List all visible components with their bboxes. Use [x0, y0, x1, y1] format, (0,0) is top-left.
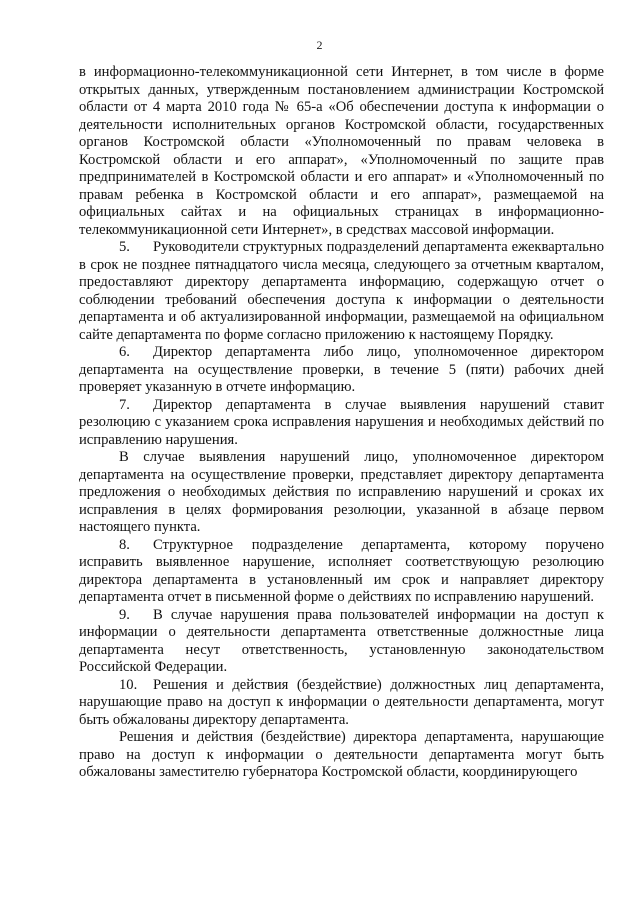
paragraph-text: Директор департамента либо лицо, уполномоченное директором департамента на осуществление проверки, в течение 5 (пяти) рабочих дней проверяет указанную в отчете информацию. — [79, 344, 604, 395]
paragraph-text: Директор департамента в случае выявления нарушений ставит резолюцию с указанием срока исправления нарушения и необходимых действий по исправлению нарушения. — [79, 396, 604, 448]
paragraph-item-7 — [79, 397, 604, 450]
item-number: 9. — [119, 606, 130, 623]
paragraph-item-9 — [79, 607, 604, 677]
paragraph-text: В случае нарушения права пользователей информации на доступ к информации о деятельности департамента ответственные должностные лица департамента несут ответственность, установленную законодательством Российской Федерации. — [79, 606, 604, 675]
paragraph-item-10 — [79, 677, 604, 730]
paragraph-text: в информационно-телекоммуникационной сети Интернет, в том числе в форме открытых данных, утвержденным постановлением администрации Костромской области от 4 марта 2010 года № 65-а «Об обеспечении доступа к информации о деятельности исполнительных органов Костромской области, государственных органов Костромской области «Уполномоченный по правам человека в Костромской области и его аппарат», «Уполномоченный по защите прав предпринимателей в Костромской области и его аппарат» и «Уполномоченный по правам ребенка в Костромской области и его аппарат», размещаемой на официальных сайтах и на официальных страницах в информационно-телекоммуникационной сети Интернет», в средствах массовой информации. — [79, 64, 604, 238]
paragraph-text: Решения и действия (бездействие) директора департамента, нарушающие право на доступ к информации о деятельности департамента могут быть обжалованы заместителю губернатора Костромской области, координирующего — [79, 729, 604, 780]
document-body — [79, 64, 604, 782]
item-number: 6. — [119, 344, 130, 360]
paragraph-continuation — [79, 64, 604, 239]
paragraph-text: В случае выявления нарушений лицо, уполномоченное директором департамента на осуществление проверки, представляет директору департамента предложения о необходимых действия по исправлению нарушений и сроках их исправления в целях формирования резолюции, указанной в абзаце первом настоящего пункта. — [79, 449, 604, 535]
paragraph-item-8 — [79, 537, 604, 607]
paragraph-item-5 — [79, 239, 604, 344]
paragraph-text: Структурное подразделение департамента, которому поручено исправить выявленное нарушение, исполняет соответствующую резолюцию директора департамента в установленный им срок и направляет директору департамента отчет в письменной форме о действиях по исправлению нарушений. — [79, 536, 604, 605]
item-number: 10. — [119, 676, 138, 693]
page-number: 2 — [316, 38, 323, 52]
item-number: 8. — [119, 536, 130, 553]
paragraph-text: Руководители структурных подразделений департамента ежеквартально в срок не позднее пятнадцатого числа месяца, следующего за отчетным кварталом, предоставляют директору департамента информацию, содержащую отчет о соблюдении требований обеспечения доступа к информации о деятельности департамента и об актуализированной информации, размещаемой на официальном сайте департамента по форме согласно приложению к настоящему Порядку. — [79, 239, 604, 343]
paragraph-item-10-part-2 — [79, 729, 604, 782]
paragraph-item-7-part-2 — [79, 449, 604, 537]
item-number: 5. — [119, 239, 130, 255]
paragraph-item-6 — [79, 344, 604, 397]
paragraph-text: Решения и действия (бездействие) должностных лиц департамента, нарушающие право на доступ к информации о деятельности департамента, могут быть обжалованы директору департамента. — [79, 676, 604, 728]
item-number: 7. — [119, 396, 130, 413]
